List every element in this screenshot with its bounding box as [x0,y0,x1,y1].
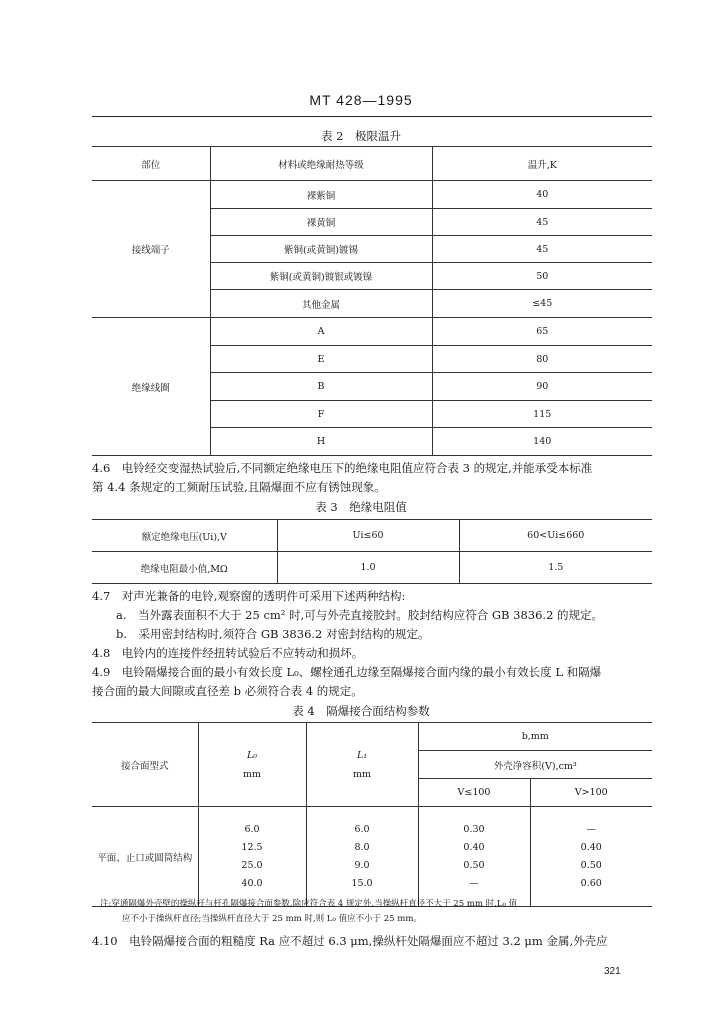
page-number: 321 [604,966,621,977]
section-4-7-item-b: b. 采用密封结构时,须符合 GB 3836.2 对密封结构的规定。 [116,627,430,641]
table2-rise: 45 [432,236,652,263]
table3-resistance-low: 1.0 [277,552,459,584]
section-4-9-line1: 4.9 电铃隔爆接合面的最小有效长度 L₀、螺栓通孔边缘至隔爆接合面内缘的最小有效长度 L 和隔爆 [92,665,602,679]
section-4-7-item-a: a. 当外露表面积不大于 25 cm² 时,可与外壳直接胶封。胶封结构应符合 GB 3836.2 的规定。 [116,608,604,622]
table4-b-large-value: 0.50 [580,859,602,871]
table4-l1-value: 15.0 [351,877,373,889]
table4-l1-value: 6.0 [354,823,370,835]
section-4-6-line2: 第 4.4 条规定的工频耐压试验,且隔爆面不应有锈蚀现象。 [92,480,386,494]
table2-material: H [210,428,432,456]
table2-material: F [210,401,432,428]
table2-rise: 65 [432,318,652,346]
section-4-7-line1: 4.7 对声光兼备的电铃,观察窗的透明件可采用下述两种结构: [92,589,406,603]
table4-header-l0-unit: mm [242,768,262,780]
table2 [92,146,652,456]
table4-b-small-value: — [469,877,479,889]
table2-rise: 40 [432,181,652,209]
table4-header-b: b,mm [418,723,652,751]
table2-header-rise: 温升,K [432,147,652,181]
table4-note [100,897,660,927]
table4-b-small-value: 0.40 [463,841,485,853]
table4-l0-value: 6.0 [244,823,260,835]
table2-material: A [210,318,432,346]
table4-header-v-large: V>100 [530,779,652,807]
table2-rise: 115 [432,401,652,428]
table4-l1-value: 9.0 [354,859,370,871]
table4-header-l1 [306,723,418,807]
table2-material: 裸紫铜 [210,181,432,209]
table2-rise: 45 [432,209,652,236]
table4-form-value: 平面、止口或圆筒结构 [92,807,198,907]
table3-voltage-low: Ui≤60 [277,520,459,552]
table2-part-coil: 绝缘线圈 [92,318,210,456]
table4-l0-value: 40.0 [241,877,263,889]
table2-rise: 80 [432,346,652,373]
table4-header-l1-unit: mm [352,768,372,780]
table2-material: 紫铜(或黄铜)镀银或镀镍 [210,263,432,290]
table4-l0-values [198,807,306,907]
table2-header-part: 部位 [92,147,210,181]
table3-voltage-label: 额定绝缘电压(Ui),V [92,520,277,552]
table2-material: 裸黄铜 [210,209,432,236]
table4-header-l0-symbol: L₀ [246,749,258,761]
table4-b-large-value: — [586,823,596,835]
header-rule [92,116,652,117]
section-4-9-line2: 接合面的最大间隙或直径差 b 必须符合表 4 的规定。 [92,684,363,698]
table4-l0-value: 25.0 [241,859,263,871]
table2-rise: ≤45 [432,290,652,318]
table4-l0-value: 12.5 [241,841,263,853]
table2-material: 其他金属 [210,290,432,318]
section-4-7 [92,587,652,701]
note-line1: 注:穿通隔爆外壳壁的操纵杆与杆孔隔爆接合面参数,除应符合表 4 规定外,当操纵杆直径不大于 25 mm 时,L₀ 值 [100,899,518,909]
table4-header-v-small: V≤100 [418,779,530,807]
table4-b-small-value: 0.50 [463,859,485,871]
table4-header-l0 [198,723,306,807]
table4-header-volume: 外壳净容积(V),cm³ [418,751,652,779]
section-4-10-line1: 4.10 电铃隔爆接合面的粗糙度 Ra 应不超过 6.3 μm,操纵杆处隔爆面应不超过 3.2 μm 金属,外壳应 [92,934,608,948]
table3 [92,519,652,584]
table3-resistance-high: 1.5 [459,552,652,584]
table4-b-large-value: 0.60 [580,877,602,889]
table4 [92,722,652,907]
table2-rise: 140 [432,428,652,456]
table2-header-material: 材料或绝缘耐热等级 [210,147,432,181]
table2-material: B [210,373,432,401]
table2-material: 紫铜(或黄铜)镀锡 [210,236,432,263]
table2-caption: 表 2 极限温升 [321,129,401,143]
table3-voltage-high: 60<Ui≤660 [459,520,652,552]
table3-resistance-label: 绝缘电阻最小值,MΩ [92,552,277,584]
table2-part-terminal: 接线端子 [92,181,210,318]
table4-header-l1-symbol: L₁ [356,749,368,761]
table4-b-large-value: 0.40 [580,841,602,853]
section-4-8: 4.8 电铃内的连接件经扭转试验后不应转动和损坏。 [92,646,364,660]
table3-caption: 表 3 绝缘电阻值 [315,500,407,514]
section-4-6 [92,459,652,497]
table4-b-large-values [530,807,652,907]
table4-l1-values [306,807,418,907]
section-4-10 [92,932,652,951]
section-4-6-line1: 4.6 电铃经交变湿热试验后,不同额定绝缘电压下的绝缘电阻值应符合表 3 的规定,并能承受本标准 [92,461,593,475]
page-header: MT 428—1995 [309,92,413,108]
table4-l1-value: 8.0 [354,841,370,853]
note-line2: 应不小于操纵杆直径;当操纵杆直径大于 25 mm 时,则 L₀ 值应不小于 25 mm。 [122,914,422,924]
table4-b-small-value: 0.30 [463,823,485,835]
table4-header-form: 接合面型式 [92,723,198,807]
table2-rise: 50 [432,263,652,290]
table2-material: E [210,346,432,373]
table4-caption: 表 4 隔爆接合面结构参数 [292,704,430,718]
table4-b-small-values [418,807,530,907]
table2-rise: 90 [432,373,652,401]
